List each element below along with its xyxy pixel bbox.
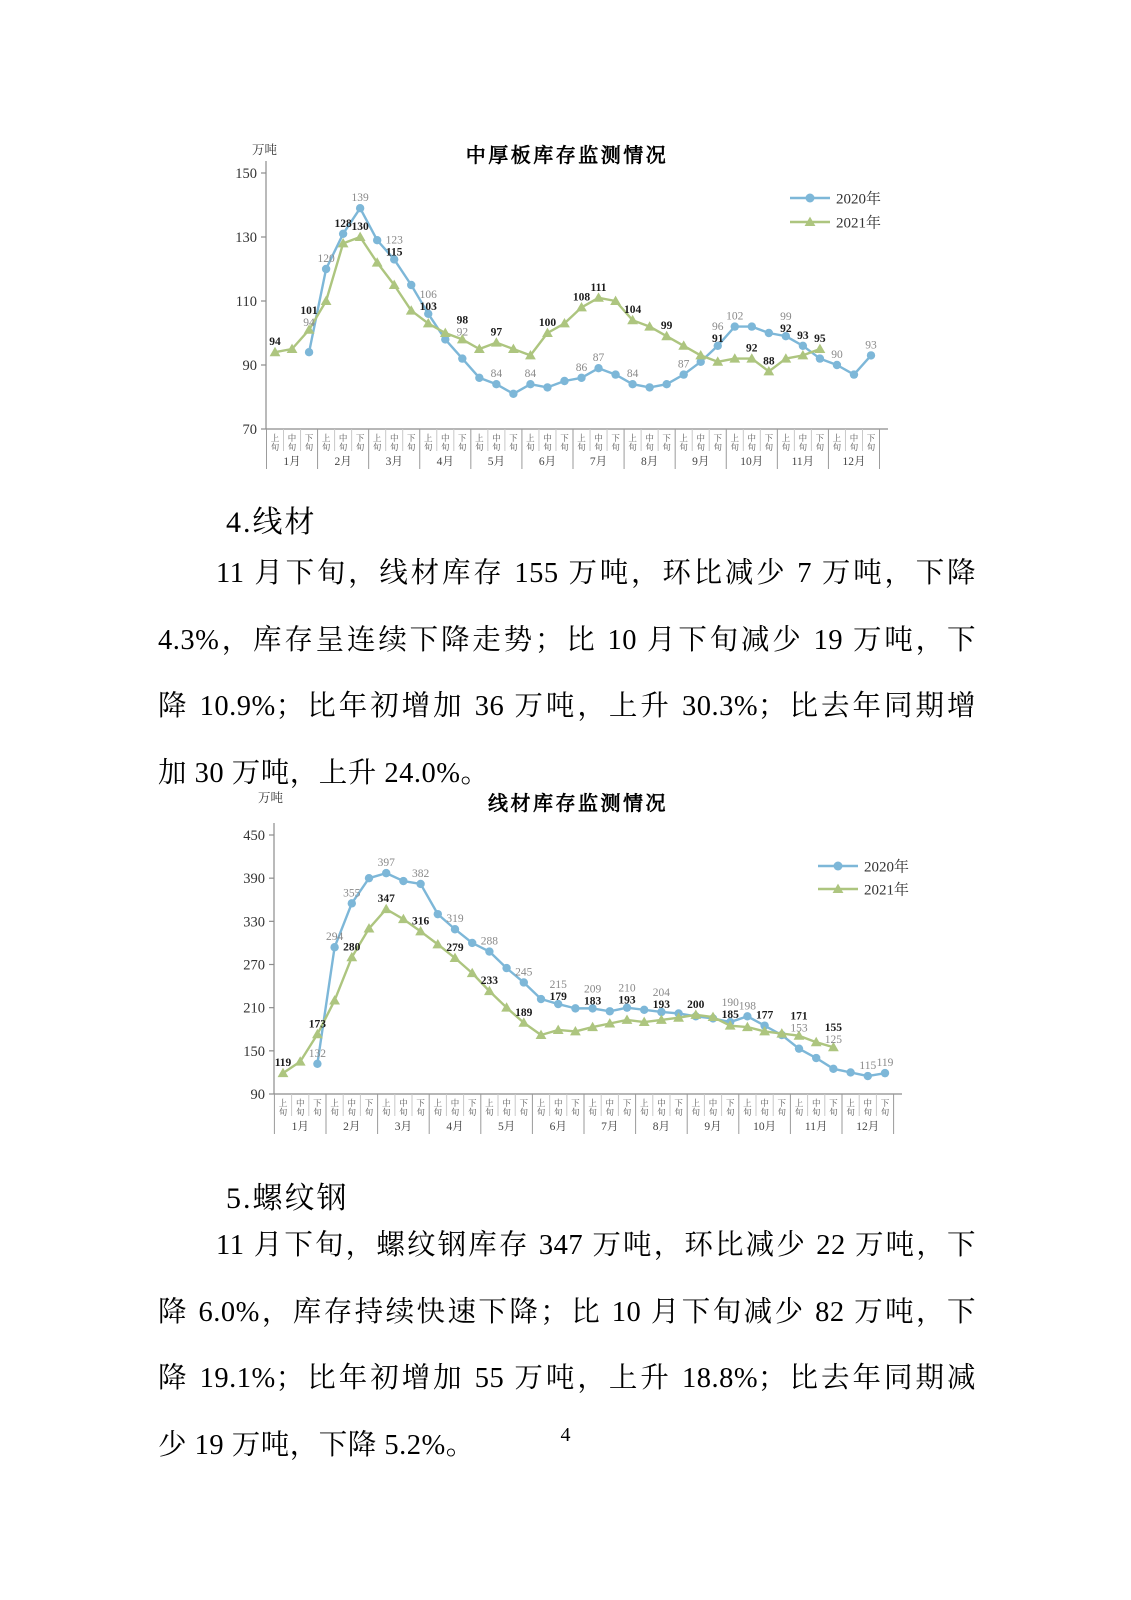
svg-text:旬: 旬 xyxy=(526,442,535,452)
svg-text:153: 153 xyxy=(790,1022,808,1035)
svg-text:2021年: 2021年 xyxy=(864,882,910,899)
svg-text:上: 上 xyxy=(270,433,280,443)
svg-text:旬: 旬 xyxy=(815,442,825,452)
svg-text:9月: 9月 xyxy=(692,456,710,468)
svg-text:90: 90 xyxy=(250,1087,265,1103)
svg-text:下: 下 xyxy=(725,1098,735,1108)
svg-text:上: 上 xyxy=(321,433,331,443)
svg-text:旬: 旬 xyxy=(866,442,876,452)
svg-text:上: 上 xyxy=(794,1098,804,1108)
svg-text:上: 上 xyxy=(832,433,842,443)
paragraph-line: 加 30 万吨，上升 24.0%。 xyxy=(158,757,490,789)
paragraph-line: 11 月下旬，螺纹钢库存 347 万吨，环比减少 22 万吨，下 xyxy=(216,1230,976,1261)
svg-text:下: 下 xyxy=(406,433,416,443)
svg-text:旬: 旬 xyxy=(696,442,705,452)
svg-text:万吨: 万吨 xyxy=(258,791,284,805)
svg-text:旬: 旬 xyxy=(747,442,757,452)
svg-text:旬: 旬 xyxy=(639,1107,649,1117)
svg-text:120: 120 xyxy=(317,253,335,265)
svg-text:104: 104 xyxy=(623,304,642,317)
svg-text:319: 319 xyxy=(446,913,464,926)
svg-text:中: 中 xyxy=(287,433,297,443)
svg-text:204: 204 xyxy=(652,986,671,999)
svg-text:旬: 旬 xyxy=(372,442,382,452)
svg-text:旬: 旬 xyxy=(502,1107,511,1117)
svg-text:旬: 旬 xyxy=(674,1107,683,1117)
svg-text:12月: 12月 xyxy=(842,456,866,468)
svg-text:330: 330 xyxy=(243,914,265,931)
svg-text:150: 150 xyxy=(243,1043,265,1060)
section-4-heading: 4.线材 xyxy=(226,506,317,539)
svg-text:101: 101 xyxy=(300,304,318,317)
svg-text:98: 98 xyxy=(456,314,469,327)
svg-text:旬: 旬 xyxy=(662,442,671,452)
svg-text:中: 中 xyxy=(863,1098,873,1108)
svg-text:210: 210 xyxy=(243,1000,265,1017)
svg-text:旬: 旬 xyxy=(338,442,348,452)
svg-text:171: 171 xyxy=(790,1010,808,1023)
svg-text:7月: 7月 xyxy=(601,1121,619,1133)
svg-text:103: 103 xyxy=(419,300,437,313)
svg-text:上: 上 xyxy=(628,433,637,443)
svg-text:下: 下 xyxy=(880,1098,890,1108)
svg-text:139: 139 xyxy=(351,192,369,205)
svg-text:97: 97 xyxy=(490,326,503,339)
svg-text:中: 中 xyxy=(594,433,603,443)
svg-text:382: 382 xyxy=(411,867,430,880)
svg-text:中: 中 xyxy=(441,433,450,443)
svg-text:185: 185 xyxy=(721,1009,739,1022)
svg-text:中: 中 xyxy=(708,1098,718,1108)
svg-text:下: 下 xyxy=(416,1098,425,1108)
svg-text:下: 下 xyxy=(519,1098,529,1108)
svg-text:旬: 旬 xyxy=(730,442,740,452)
svg-text:102: 102 xyxy=(726,310,744,323)
svg-text:旬: 旬 xyxy=(536,1107,546,1117)
svg-text:下: 下 xyxy=(509,433,518,443)
svg-text:90: 90 xyxy=(242,358,257,374)
svg-text:旬: 旬 xyxy=(880,1107,890,1117)
svg-text:旬: 旬 xyxy=(475,442,484,452)
svg-text:旬: 旬 xyxy=(330,1107,339,1117)
svg-text:下: 下 xyxy=(777,1098,787,1108)
svg-text:294: 294 xyxy=(325,931,344,944)
svg-text:上: 上 xyxy=(433,1098,443,1108)
svg-text:173: 173 xyxy=(308,1018,327,1031)
svg-text:280: 280 xyxy=(343,941,361,954)
svg-text:旬: 旬 xyxy=(764,442,774,452)
svg-text:99: 99 xyxy=(660,320,673,333)
svg-text:中: 中 xyxy=(492,433,501,443)
svg-text:下: 下 xyxy=(866,433,876,443)
svg-text:下: 下 xyxy=(364,1098,374,1108)
svg-text:旬: 旬 xyxy=(355,442,365,452)
svg-text:119: 119 xyxy=(274,1057,292,1070)
svg-text:190: 190 xyxy=(721,997,739,1010)
svg-text:中: 中 xyxy=(798,433,808,443)
svg-text:130: 130 xyxy=(235,230,257,246)
svg-text:上: 上 xyxy=(372,433,382,443)
svg-text:旬: 旬 xyxy=(781,442,791,452)
svg-text:旬: 旬 xyxy=(467,1107,477,1117)
svg-text:中: 中 xyxy=(760,1098,769,1108)
svg-text:288: 288 xyxy=(480,935,499,948)
svg-text:93: 93 xyxy=(797,329,809,342)
svg-text:中: 中 xyxy=(347,1098,357,1108)
svg-text:2020年: 2020年 xyxy=(864,859,910,876)
svg-text:上: 上 xyxy=(423,433,433,443)
svg-text:上: 上 xyxy=(536,1098,546,1108)
svg-text:中: 中 xyxy=(450,1098,460,1108)
svg-text:旬: 旬 xyxy=(492,442,501,452)
paragraph-line: 降 6.0%，库存持续快速下降；比 10 月下旬减少 82 万吨，下 xyxy=(158,1296,976,1328)
svg-text:128: 128 xyxy=(334,217,352,230)
svg-text:中: 中 xyxy=(338,433,348,443)
svg-text:上: 上 xyxy=(475,433,484,443)
svg-text:中: 中 xyxy=(389,433,399,443)
svg-text:12月: 12月 xyxy=(856,1121,880,1133)
svg-text:旬: 旬 xyxy=(433,1107,443,1117)
svg-text:111: 111 xyxy=(590,281,607,294)
svg-text:1月: 1月 xyxy=(291,1121,309,1133)
svg-text:上: 上 xyxy=(588,1098,597,1108)
svg-text:中: 中 xyxy=(553,1098,563,1108)
svg-text:2月: 2月 xyxy=(343,1121,361,1133)
svg-text:旬: 旬 xyxy=(553,1107,563,1117)
svg-text:旬: 旬 xyxy=(708,1107,718,1117)
svg-text:132: 132 xyxy=(308,1047,327,1060)
svg-text:397: 397 xyxy=(377,857,395,870)
svg-text:旬: 旬 xyxy=(347,1107,357,1117)
svg-text:旬: 旬 xyxy=(725,1107,735,1117)
svg-text:下: 下 xyxy=(622,1098,632,1108)
svg-text:旬: 旬 xyxy=(295,1107,305,1117)
svg-text:193: 193 xyxy=(618,994,636,1007)
svg-text:旬: 旬 xyxy=(389,442,399,452)
svg-text:92: 92 xyxy=(746,342,758,355)
svg-text:上: 上 xyxy=(691,1098,701,1108)
wire-rod-inventory-chart xyxy=(230,788,924,1146)
svg-text:上: 上 xyxy=(730,433,740,443)
svg-text:2月: 2月 xyxy=(334,456,352,468)
svg-text:92: 92 xyxy=(780,323,792,336)
svg-text:旬: 旬 xyxy=(450,1107,460,1117)
svg-text:旬: 旬 xyxy=(743,1107,752,1117)
svg-text:旬: 旬 xyxy=(278,1107,288,1117)
svg-text:99: 99 xyxy=(780,311,792,324)
svg-text:200: 200 xyxy=(687,998,705,1011)
svg-text:177: 177 xyxy=(755,1009,774,1022)
svg-text:130: 130 xyxy=(351,221,369,233)
svg-text:84: 84 xyxy=(626,368,639,381)
svg-text:355: 355 xyxy=(343,887,361,900)
svg-text:旬: 旬 xyxy=(509,442,518,452)
svg-text:旬: 旬 xyxy=(798,442,808,452)
svg-text:下: 下 xyxy=(611,433,620,443)
svg-text:316: 316 xyxy=(411,915,430,928)
svg-text:下: 下 xyxy=(313,1098,322,1108)
svg-text:450: 450 xyxy=(243,828,265,844)
svg-text:旬: 旬 xyxy=(560,442,569,452)
svg-text:旬: 旬 xyxy=(321,442,331,452)
paragraph-line: 降 10.9%；比年初增加 36 万吨，上升 30.3%；比去年同期增 xyxy=(158,691,976,722)
svg-text:8月: 8月 xyxy=(652,1121,671,1133)
svg-text:110: 110 xyxy=(235,294,257,310)
svg-text:旬: 旬 xyxy=(628,442,637,452)
svg-text:7月: 7月 xyxy=(589,456,608,468)
svg-text:4月: 4月 xyxy=(436,456,454,468)
svg-text:86: 86 xyxy=(575,361,588,374)
svg-text:中: 中 xyxy=(502,1098,511,1108)
svg-text:6月: 6月 xyxy=(538,456,557,468)
svg-text:旬: 旬 xyxy=(832,442,842,452)
svg-text:233: 233 xyxy=(480,975,499,988)
svg-text:下: 下 xyxy=(571,1098,580,1108)
svg-text:125: 125 xyxy=(824,1034,843,1047)
chart-wire-rod-section xyxy=(230,788,924,1146)
svg-text:100: 100 xyxy=(538,317,557,329)
svg-text:旬: 旬 xyxy=(406,442,416,452)
svg-text:3月: 3月 xyxy=(394,1121,413,1133)
svg-text:旬: 旬 xyxy=(270,442,280,452)
svg-text:中: 中 xyxy=(747,433,757,443)
svg-text:270: 270 xyxy=(243,957,265,974)
svg-text:上: 上 xyxy=(846,1098,855,1108)
svg-text:11月: 11月 xyxy=(804,1121,828,1133)
svg-text:115: 115 xyxy=(859,1060,877,1073)
svg-text:旬: 旬 xyxy=(594,442,603,452)
svg-text:279: 279 xyxy=(446,942,464,955)
svg-text:下: 下 xyxy=(713,433,723,443)
svg-text:旬: 旬 xyxy=(605,1107,615,1117)
svg-text:5月: 5月 xyxy=(487,456,505,468)
svg-text:旬: 旬 xyxy=(713,442,723,452)
svg-text:上: 上 xyxy=(330,1098,339,1108)
thick-plate-inventory-chart xyxy=(228,138,920,483)
svg-text:中: 中 xyxy=(645,433,654,443)
svg-text:70: 70 xyxy=(242,422,257,438)
svg-text:210: 210 xyxy=(618,982,636,995)
svg-text:4月: 4月 xyxy=(446,1121,464,1133)
svg-text:上: 上 xyxy=(639,1098,649,1108)
svg-text:119: 119 xyxy=(876,1057,894,1070)
svg-text:下: 下 xyxy=(662,433,671,443)
svg-text:旬: 旬 xyxy=(811,1107,821,1117)
svg-text:中: 中 xyxy=(811,1098,821,1108)
svg-text:215: 215 xyxy=(549,979,567,992)
svg-text:旬: 旬 xyxy=(611,442,620,452)
svg-text:上: 上 xyxy=(381,1098,391,1108)
svg-text:旬: 旬 xyxy=(485,1107,494,1117)
svg-text:115: 115 xyxy=(385,246,403,259)
svg-text:中厚板库存监测情况: 中厚板库存监测情况 xyxy=(465,145,669,167)
section-5-heading: 5.螺纹钢 xyxy=(226,1182,349,1215)
svg-text:下: 下 xyxy=(467,1098,477,1108)
svg-text:旬: 旬 xyxy=(794,1107,804,1117)
section-4-paragraph xyxy=(158,541,976,807)
svg-text:96: 96 xyxy=(711,320,724,333)
svg-text:中: 中 xyxy=(399,1098,408,1108)
svg-text:9月: 9月 xyxy=(704,1121,722,1133)
svg-text:旬: 旬 xyxy=(657,1107,666,1117)
svg-text:93: 93 xyxy=(865,339,877,352)
svg-text:旬: 旬 xyxy=(543,442,552,452)
svg-text:6月: 6月 xyxy=(549,1121,567,1133)
svg-text:5月: 5月 xyxy=(497,1121,516,1133)
paragraph-line: 4.3%，库存呈连续下降走势；比 10 月下旬减少 19 万吨，下 xyxy=(158,624,976,656)
svg-text:下: 下 xyxy=(674,1098,683,1108)
svg-text:旬: 旬 xyxy=(760,1107,769,1117)
page-number: 4 xyxy=(560,1424,571,1446)
svg-text:下: 下 xyxy=(355,433,365,443)
paragraph-line: 11 月下旬，线材库存 155 万吨，环比减少 7 万吨，下降 xyxy=(216,558,976,589)
svg-text:旬: 旬 xyxy=(416,1107,425,1117)
svg-text:旬: 旬 xyxy=(588,1107,597,1117)
svg-text:上: 上 xyxy=(485,1098,494,1108)
paragraph-line: 降 19.1%；比年初增加 55 万吨，上升 18.8%；比去年同期减 xyxy=(158,1363,976,1394)
svg-text:万吨: 万吨 xyxy=(252,143,278,157)
svg-text:上: 上 xyxy=(679,433,688,443)
svg-text:旬: 旬 xyxy=(313,1107,322,1117)
svg-text:下: 下 xyxy=(815,433,825,443)
svg-text:中: 中 xyxy=(543,433,552,443)
svg-text:94: 94 xyxy=(269,336,281,349)
svg-text:95: 95 xyxy=(814,333,826,345)
svg-text:1月: 1月 xyxy=(283,456,301,468)
svg-text:198: 198 xyxy=(738,1000,757,1013)
svg-text:155: 155 xyxy=(824,1022,843,1035)
svg-text:旬: 旬 xyxy=(399,1107,408,1117)
svg-text:91: 91 xyxy=(711,332,724,345)
svg-text:183: 183 xyxy=(583,995,602,1008)
svg-text:旬: 旬 xyxy=(458,442,467,452)
svg-text:线材库存监测情况: 线材库存监测情况 xyxy=(488,793,668,815)
svg-text:旬: 旬 xyxy=(381,1107,391,1117)
svg-text:84: 84 xyxy=(490,368,503,381)
svg-text:90: 90 xyxy=(831,349,843,361)
svg-text:旬: 旬 xyxy=(645,442,654,452)
svg-text:中: 中 xyxy=(657,1098,666,1108)
svg-text:209: 209 xyxy=(583,983,602,996)
svg-text:旬: 旬 xyxy=(679,442,688,452)
svg-text:94: 94 xyxy=(303,316,315,329)
svg-text:旬: 旬 xyxy=(691,1107,701,1117)
svg-text:87: 87 xyxy=(592,352,605,365)
svg-text:2021年: 2021年 xyxy=(836,215,882,232)
svg-text:下: 下 xyxy=(764,433,774,443)
svg-text:2020年: 2020年 xyxy=(836,191,882,208)
svg-text:92: 92 xyxy=(456,326,469,339)
svg-text:3月: 3月 xyxy=(385,456,403,468)
svg-text:上: 上 xyxy=(526,433,535,443)
svg-text:189: 189 xyxy=(515,1006,533,1019)
svg-text:旬: 旬 xyxy=(777,1107,787,1117)
paragraph-line: 少 19 万吨，下降 5.2%。 xyxy=(158,1429,475,1461)
svg-text:旬: 旬 xyxy=(849,442,859,452)
svg-text:11月: 11月 xyxy=(791,456,815,468)
svg-text:123: 123 xyxy=(385,234,403,247)
svg-text:150: 150 xyxy=(235,166,257,182)
svg-text:347: 347 xyxy=(377,893,395,906)
svg-text:10月: 10月 xyxy=(740,456,764,468)
svg-text:108: 108 xyxy=(572,291,591,304)
svg-text:下: 下 xyxy=(304,433,314,443)
svg-text:87: 87 xyxy=(677,358,690,371)
svg-text:88: 88 xyxy=(763,355,775,368)
svg-text:中: 中 xyxy=(696,433,705,443)
svg-text:84: 84 xyxy=(524,368,537,381)
svg-text:179: 179 xyxy=(549,991,567,1004)
svg-text:旬: 旬 xyxy=(622,1107,632,1117)
svg-text:中: 中 xyxy=(295,1098,305,1108)
svg-text:旬: 旬 xyxy=(304,442,314,452)
svg-text:390: 390 xyxy=(243,871,265,888)
svg-text:旬: 旬 xyxy=(364,1107,374,1117)
svg-text:下: 下 xyxy=(560,433,569,443)
svg-text:旬: 旬 xyxy=(846,1107,855,1117)
svg-text:旬: 旬 xyxy=(441,442,450,452)
svg-text:下: 下 xyxy=(829,1098,838,1108)
svg-text:旬: 旬 xyxy=(287,442,297,452)
svg-text:8月: 8月 xyxy=(641,456,659,468)
svg-text:旬: 旬 xyxy=(423,442,433,452)
svg-text:旬: 旬 xyxy=(519,1107,529,1117)
svg-text:106: 106 xyxy=(419,288,437,301)
svg-text:下: 下 xyxy=(458,433,467,443)
svg-text:旬: 旬 xyxy=(829,1107,838,1117)
chart-thick-plate-section xyxy=(228,138,920,483)
svg-text:193: 193 xyxy=(652,998,671,1011)
svg-text:中: 中 xyxy=(849,433,859,443)
svg-text:上: 上 xyxy=(743,1098,752,1108)
svg-text:中: 中 xyxy=(605,1098,615,1108)
svg-text:旬: 旬 xyxy=(571,1107,580,1117)
svg-text:上: 上 xyxy=(781,433,791,443)
svg-text:上: 上 xyxy=(278,1098,288,1108)
svg-text:245: 245 xyxy=(515,966,533,979)
svg-text:旬: 旬 xyxy=(863,1107,873,1117)
svg-text:10月: 10月 xyxy=(753,1121,777,1133)
svg-text:旬: 旬 xyxy=(577,442,586,452)
svg-text:上: 上 xyxy=(577,433,586,443)
